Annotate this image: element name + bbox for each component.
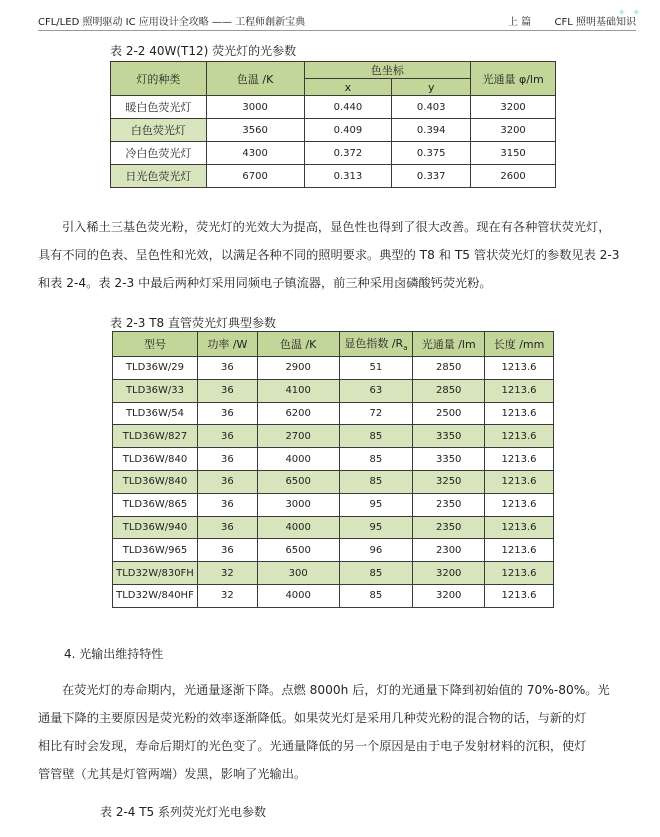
cell-flux: 3200 [471, 119, 556, 142]
cell-length: 1213.6 [485, 470, 554, 493]
table-row [111, 142, 556, 165]
cell-power: 36 [197, 425, 257, 448]
cell-power: 36 [197, 493, 257, 516]
cell-flux: 3350 [413, 425, 485, 448]
cell-length: 1213.6 [485, 357, 554, 380]
cell-y: 0.337 [392, 165, 471, 188]
table-2-4-caption: 表 2-4 T5 系列荧光灯光电参数 [100, 805, 267, 819]
cell-power: 36 [197, 402, 257, 425]
paragraph-line: 管管壁（尤其是灯管两端）发黑，影响了光输出。 [38, 767, 307, 781]
table-row [111, 165, 556, 188]
col-header-kind: 灯的种类 [111, 62, 207, 96]
cri-subscript: a [403, 344, 408, 353]
cell-model: TLD36W/940 [113, 516, 198, 539]
cell-cri: 85 [339, 562, 413, 585]
page-header [38, 12, 636, 31]
cell-model: TLD36W/840 [113, 448, 198, 471]
table-row [113, 584, 554, 607]
cell-flux: 2350 [413, 493, 485, 516]
col-header-x: x [304, 79, 392, 96]
header-part: 上 篇 [508, 17, 532, 28]
cell-power: 32 [197, 562, 257, 585]
cell-cri: 95 [339, 516, 413, 539]
table-2-3 [112, 331, 554, 608]
cell-x: 0.313 [304, 165, 392, 188]
table-row [113, 425, 554, 448]
cell-length: 1213.6 [485, 425, 554, 448]
col-header-flux: 光通量 φ/lm [471, 62, 556, 96]
table-2-2 [110, 61, 556, 188]
cell-flux: 2350 [413, 516, 485, 539]
table-row [113, 379, 554, 402]
col-header-power: 功率 /W [197, 332, 257, 357]
cell-cri: 72 [339, 402, 413, 425]
col-header-temp: 色温 /K [206, 62, 304, 96]
cell-temp: 2700 [257, 425, 339, 448]
cell-length: 1213.6 [485, 539, 554, 562]
header-book-title: CFL/LED 照明驱动 IC 应用设计全攻略 —— 工程师創新宝典 [38, 17, 306, 28]
col-header-y: y [392, 79, 471, 96]
table-row [113, 516, 554, 539]
cell-temp: 6500 [257, 470, 339, 493]
cell-x: 0.440 [304, 96, 392, 119]
section-4-heading: 4. 光输出维持特性 [64, 647, 164, 661]
col-header-cri [339, 332, 413, 357]
cell-kind: 日光色荧光灯 [111, 165, 207, 188]
cell-flux: 2850 [413, 379, 485, 402]
paragraph-line: 在荧光灯的寿命期内，光通量逐渐下降。点燃 8000h 后，灯的光通量下降到初始值的 70%-80%。光 [62, 683, 610, 697]
cell-model: TLD36W/33 [113, 379, 198, 402]
cell-length: 1213.6 [485, 402, 554, 425]
watermark-stamp-icon: ✦ ✦ [617, 6, 642, 19]
cell-temp: 3000 [206, 96, 304, 119]
cell-model: TLD36W/54 [113, 402, 198, 425]
header-chapter: CFL 照明基础知识 [554, 17, 636, 28]
cell-temp: 3000 [257, 493, 339, 516]
cell-kind: 冷白色荧光灯 [111, 142, 207, 165]
cell-power: 36 [197, 470, 257, 493]
paragraph-line: 引入稀土三基色荧光粉，荧光灯的光效大为提高，显色性也得到了很大改善。现在有各种管状荧光灯， [62, 220, 611, 234]
cell-flux: 3200 [413, 562, 485, 585]
cell-model: TLD32W/840HF [113, 584, 198, 607]
cell-y: 0.375 [392, 142, 471, 165]
cell-temp: 4300 [206, 142, 304, 165]
table-2-2-caption: 表 2-2 40W(T12) 荧光灯的光参数 [110, 44, 297, 58]
cell-x: 0.372 [304, 142, 392, 165]
cell-flux: 3150 [471, 142, 556, 165]
cell-length: 1213.6 [485, 562, 554, 585]
col-header-model: 型号 [113, 332, 198, 357]
cell-length: 1213.6 [485, 448, 554, 471]
cell-power: 36 [197, 516, 257, 539]
table-row [113, 402, 554, 425]
cell-temp: 3560 [206, 119, 304, 142]
cell-temp: 2900 [257, 357, 339, 380]
cell-temp: 4100 [257, 379, 339, 402]
cell-x: 0.409 [304, 119, 392, 142]
table-row [113, 470, 554, 493]
cell-power: 36 [197, 357, 257, 380]
table-row [113, 357, 554, 380]
paragraph-1 [38, 213, 632, 297]
cell-temp: 6500 [257, 539, 339, 562]
table-row [113, 562, 554, 585]
cell-flux: 3200 [413, 584, 485, 607]
cell-length: 1213.6 [485, 493, 554, 516]
cell-temp: 4000 [257, 448, 339, 471]
cri-label: 显色指数 /R [344, 337, 404, 351]
cell-model: TLD36W/827 [113, 425, 198, 448]
cell-kind: 暖白色荧光灯 [111, 96, 207, 119]
cell-length: 1213.6 [485, 379, 554, 402]
cell-model: TLD32W/830FH [113, 562, 198, 585]
cell-y: 0.394 [392, 119, 471, 142]
col-header-flux: 光通量 /lm [413, 332, 485, 357]
cell-model: TLD36W/840 [113, 470, 198, 493]
paragraph-2 [38, 676, 632, 788]
cell-cri: 95 [339, 493, 413, 516]
table-row [111, 96, 556, 119]
cell-length: 1213.6 [485, 584, 554, 607]
cell-flux: 2850 [413, 357, 485, 380]
cell-temp: 300 [257, 562, 339, 585]
cell-cri: 85 [339, 425, 413, 448]
cell-flux: 2500 [413, 402, 485, 425]
cell-model: TLD36W/29 [113, 357, 198, 380]
cell-power: 36 [197, 379, 257, 402]
cell-temp: 4000 [257, 584, 339, 607]
table-2-3-caption: 表 2-3 T8 直管荧光灯典型参数 [110, 316, 277, 330]
cell-cri: 51 [339, 357, 413, 380]
cell-flux: 3250 [413, 470, 485, 493]
cell-cri: 85 [339, 448, 413, 471]
cell-cri: 85 [339, 584, 413, 607]
cell-kind: 白色荧光灯 [111, 119, 207, 142]
cell-temp: 6700 [206, 165, 304, 188]
col-header-temp: 色温 /K [257, 332, 339, 357]
paragraph-line: 和表 2-4。表 2-3 中最后两种灯采用同频电子镇流器，前三种采用卤磷酸钙荧光粉。 [38, 276, 492, 290]
cell-power: 32 [197, 584, 257, 607]
cell-flux: 3200 [471, 96, 556, 119]
cell-temp: 4000 [257, 516, 339, 539]
cell-cri: 85 [339, 470, 413, 493]
cell-flux: 2600 [471, 165, 556, 188]
cell-model: TLD36W/965 [113, 539, 198, 562]
table-row [111, 119, 556, 142]
table-row [113, 539, 554, 562]
cell-flux: 3350 [413, 448, 485, 471]
cell-length: 1213.6 [485, 516, 554, 539]
table-row [113, 448, 554, 471]
cell-cri: 63 [339, 379, 413, 402]
cell-y: 0.403 [392, 96, 471, 119]
table-row [113, 493, 554, 516]
paragraph-line: 具有不同的色表、呈色性和光效，以满足各种不同的照明要求。典型的 T8 和 T5 管状荧光灯的参数见表 2-3 [38, 248, 620, 262]
paragraph-line: 相比有时会发现，寿命后期灯的光色变了。光通量降低的另一个原因是由于电子发射材料的沉积，使灯 [38, 739, 587, 753]
cell-power: 36 [197, 539, 257, 562]
paragraph-line: 通量下降的主要原因是荧光粉的效率逐渐降低。如果荧光灯是采用几种荧光粉的混合物的话，与新的灯 [38, 711, 587, 725]
cell-temp: 6200 [257, 402, 339, 425]
col-header-length: 长度 /mm [485, 332, 554, 357]
cell-flux: 2300 [413, 539, 485, 562]
cell-model: TLD36W/865 [113, 493, 198, 516]
cell-power: 36 [197, 448, 257, 471]
col-header-coord: 色坐标 [304, 62, 471, 79]
cell-cri: 96 [339, 539, 413, 562]
